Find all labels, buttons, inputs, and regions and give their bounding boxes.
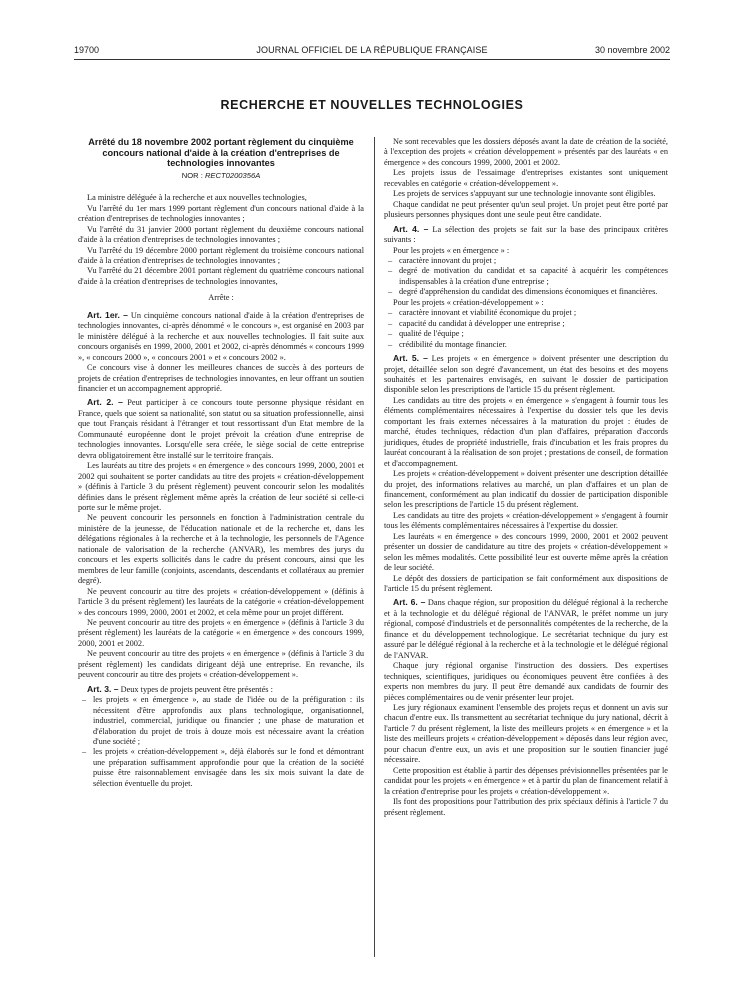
column-divider: [374, 137, 375, 957]
section-title: RECHERCHE ET NOUVELLES TECHNOLOGIES: [220, 98, 524, 112]
journal-title: JOURNAL OFFICIEL DE LA RÉPUBLIQUE FRANÇAISE: [256, 45, 488, 55]
page-number: 19700: [74, 45, 100, 55]
article-text: Un cinquième concours national d'aide à la création d'entreprises de technologies innovantes, ci-après dénommé « le concours », est organisé en 2003 par le ministère délégué à la recherche et aux nouvelles technologies. Il fait suite aux concours organisés en 1999, 2000, 2001 et 2002, ci-après dénommés « concours 1999 », « concours 2000 », « concours 2001 » et « concours 2002 ».: [78, 310, 365, 362]
paragraph: Les candidats au titre des projets « création-développement » s'engagent à fournir tous les éléments complémentaires nécessaires à l'expertise du dossier.: [384, 510, 668, 531]
preamble-line: Vu l'arrêté du 21 décembre 2001 portant règlement du quatrième concours national d'aide à la création d'entreprises de technologies innovantes,: [78, 266, 364, 286]
paragraph: Les projets issus de l'essaimage d'entreprises existantes sont uniquement recevables en catégorie « création-développement ».: [384, 168, 668, 188]
paragraph: Cette proposition est établie à partir des dépenses prévisionnelles présentées par le candidat pour les projets « en émergence » et à partir du plan de financement relatif à la création d'entreprise pour les projets « création-développement ».: [384, 765, 668, 796]
list-item: – qualité de l'équipe ;: [399, 329, 668, 339]
preamble-line: Vu l'arrêté du 31 janvier 2000 portant règlement du deuxième concours national d'aide à la création d'entreprises de technologies innovantes ;: [78, 224, 364, 245]
article-1: [78, 310, 364, 363]
list-item: – capacité du candidat à développer une entreprise ;: [399, 319, 668, 329]
creation-criteria-list: [384, 308, 668, 350]
article-label: Art. 5. –: [393, 353, 428, 364]
paragraph: Les projets « création-développement » doivent présenter une description détaillée du projet, des informations relatives au marché, un plan d'affaires et un plan de financement, conformément au plan indicatif du dossier de participation disponible selon les prescriptions de l'article 15 du présent règlement.: [384, 469, 668, 510]
issue-date: 30 novembre 2002: [594, 45, 670, 55]
list-item: – degré d'appréhension du candidat des dimensions économiques et financières.: [399, 287, 668, 297]
list-item: – crédibilité du montage financier.: [399, 340, 668, 350]
right-column: [384, 137, 668, 818]
arrete-heading: Arrête :: [208, 293, 234, 303]
preamble-line: La ministre déléguée à la recherche et aux nouvelles technologies,: [87, 193, 307, 203]
paragraph: Chaque candidat ne peut présenter qu'un seul projet. Un projet peut être porté par plusieurs personnes physiques dont une seule peut être candidate.: [384, 199, 668, 220]
decree-title: Arrêté du 18 novembre 2002 portant règlement du cinquième concours national d'aide à la création d'entreprises de technologies innovantes: [88, 137, 354, 169]
paragraph: Ne sont recevables que les dossiers déposés avant la date de création de la société, à l'exception des projets « création développement » présentés par des lauréats « en émergence » des concours 1999, 2000, 2001 et 2002.: [384, 137, 668, 167]
article-3: [78, 684, 364, 695]
article-text: Deux types de projets peuvent être présentés :: [120, 684, 273, 694]
paragraph: Ne peuvent concourir au titre des projets « création-développement » (définis à l'article 3 du présent règlement) les lauréats de la catégorie « création-développement » des concours 1999, 2000, 2001 et 2002, et cela même pour un projet différent.: [78, 586, 364, 617]
nor-code: RECT0200356A: [204, 170, 261, 180]
page-header: [74, 45, 670, 57]
article-label: Art. 1er. –: [87, 309, 128, 320]
list-item: – degré de motivation du candidat et sa capacité à acquérir les compétences indispensables à la création d'une entreprise ;: [399, 266, 668, 287]
article-text: Peut participer à ce concours toute personne physique résidant en France, quels que soient sa nationalité, son statut ou sa situation professionnelle, ainsi que tout Français résidant à l'étranger et tout ressortissant d'un Etat membre de la Communauté européenne dont le projet prévoit la création d'une entreprise de technologies innovantes. Lorsqu'elle sera créée, le siège social de cette entreprise devra obligatoirement être installé sur le territoire français.: [78, 398, 365, 460]
paragraph: Chaque jury régional organise l'instruction des dossiers. Des expertises techniques, scientifiques, juridiques ou économiques peuvent être confiées à des experts non membres du jury. Il peut être demandé aux candidats de fournir des pièces complémentaires ou de venir présenter leur projet.: [384, 661, 668, 702]
paragraph: Les projets de services s'appuyant sur une technologie innovante sont éligibles.: [393, 189, 656, 199]
paragraph: Les lauréats « en émergence » des concours 1999, 2000, 2001 et 2002 peuvent présenter un dossier de candidature au titre des projets « création-développement » selon les mêmes modalités. Cette possibilité leur est ouverte même après la création de leur société.: [384, 531, 668, 573]
list-item: – les projets « en émergence », au stade de l'idée ou de la préfiguration : ils nécessitent d'être approfondis aux plans technologique, organisationnel, industriel, commercial, juridique ou financier ; une phase de maturation et d'élaboration du projet de trois à douze mois est nécessaire avant la création d'une société ;: [93, 695, 364, 747]
article-text: La sélection des projets se fait sur la base des principaux critères suivants :: [384, 224, 668, 245]
article-label: Art. 3. –: [87, 683, 119, 694]
paragraph: Ne peuvent concourir les personnels en fonction à l'administration centrale du ministère de la jeunesse, de l'éducation nationale et de la recherche et, dans les délégations régionales à la recherche et à la technologie, les personnels de l'Agence nationale de valorisation de la recherche (ANVAR), les membres des jurys du concours et les experts sollicités dans le cadre du présent concours, ainsi que les membres de leur famille (conjoints, ascendants, descendants et collatéraux au premier degré).: [78, 513, 364, 586]
article-6: [384, 597, 668, 661]
preamble-line: Vu l'arrêté du 1er mars 1999 portant règlement d'un concours national d'aide à la création d'entreprises de technologies innovantes ;: [78, 203, 364, 224]
left-column: [78, 137, 364, 789]
paragraph: Ce concours vise à donner les meilleures chances de succès à des porteurs de projets de création d'entreprises de technologies innovantes, en leur offrant un soutien financier et un accompagnement approprié.: [78, 363, 364, 393]
article-label: Art. 6. –: [393, 597, 426, 608]
article-4: [384, 224, 668, 246]
header-rule: [74, 59, 670, 60]
article-text: Dans chaque région, sur proposition du délégué régional à la recherche et à la technologie et du délégué régional de l'ANVAR, le préfet nomme un jury régional, composé d'industriels et de personnalités compétentes de la recherche, de la finance et du développement technologique. Le secrétariat technique du jury est assuré par le délégué régional à la recherche et à la technologie et le délégué régional de l'ANVAR.: [384, 598, 668, 660]
paragraph: Les candidats au titre des projets « en émergence » s'engagent à fournir tous les éléments complémentaires nécessaires à l'expertise du dossier tels que les devis comportant les frais externes nécessaires à la maturation du projet : études de marché, études techniques, rédaction d'un plan d'affaires, préparation d'accords juridiques, études de propriété industrielle, frais d'incubation et les frais propres du lauréat concourant à la réalisation de son projet ; prestations de conseil, de formation et d'accompagnement.: [384, 395, 668, 468]
paragraph: Les lauréats au titre des projets « en émergence » des concours 1999, 2000, 2001 et 2002 qui souhaitent se porter candidats au titre des projets « création-développement » (définis à l'article 3 du présent règlement) peuvent concourir selon les modalités définies dans le présent règlement même après la création de leur société si celle-ci porte sur le même projet.: [78, 461, 364, 512]
list-intro: Pour les projets « création-développement » :: [393, 297, 544, 307]
article-2: [78, 397, 364, 461]
emergence-criteria-list: [384, 256, 668, 298]
paragraph: Le dépôt des dossiers de participation se fait conformément aux dispositions de l'article 15 du présent règlement.: [384, 573, 668, 594]
project-types-list: [78, 695, 364, 789]
paragraph: Ils font des propositions pour l'attribution des prix spéciaux définis à l'article 7 du présent règlement.: [384, 797, 668, 817]
list-intro: Pour les projets « en émergence » :: [393, 245, 510, 255]
paragraph: Ne peuvent concourir au titre des projets « en émergence » (définis à l'article 3 du présent règlement) les candidats dirigeant déjà une entreprise. En revanche, ils peuvent concourir au titre des projets « création-développement ».: [78, 649, 364, 680]
preamble-line: Vu l'arrêté du 19 décembre 2000 portant règlement du troisième concours national d'aide à la création d'entreprises de technologies innovantes ;: [78, 245, 364, 266]
list-item: – caractère innovant du projet ;: [399, 256, 668, 266]
article-5: [384, 353, 668, 396]
article-label: Art. 2. –: [87, 397, 123, 408]
article-text: Les projets « en émergence » doivent présenter une description du projet, détaillée selon son degré d'avancement, un état des besoins et des moyens souhaités et les partenaires envisagés, en suivant le dossier de participation disponible selon les prescriptions de l'article 15 du présent règlement.: [384, 354, 668, 395]
list-item: – les projets « création-développement », déjà élaborés sur le fond et démontrant une préparation suffisamment approfondie pour que la création de la société puisse être raisonnablement envisagée dans les six mois suivant la date de sélection éventuelle du projet.: [93, 747, 364, 789]
list-item: – caractère innovant et viabilité économique du projet ;: [399, 308, 668, 318]
nor-label: NOR :: [181, 170, 203, 180]
article-label: Art. 4. –: [393, 223, 429, 234]
paragraph: Les jury régionaux examinent l'ensemble des projets reçus et donnent un avis sur chacun d'entre eux. Ils transmettent au secrétariat technique du jury national, décrit à l'article 7 du présent règlement, la liste des meilleurs projets « en émergence » et la liste des meilleurs projets « création-développement » déposés dans leur région avec, pour chacun d'entre eux, un avis et une proposition sur le soutien financier jugé nécessaire.: [384, 703, 668, 765]
paragraph: Ne peuvent concourir au titre des projets « en émergence » (définis à l'article 3 du présent règlement) les lauréats de la catégorie « en émergence » des concours 1999, 2000, 2001 et 2002.: [78, 617, 364, 648]
nor-reference: [78, 171, 364, 181]
